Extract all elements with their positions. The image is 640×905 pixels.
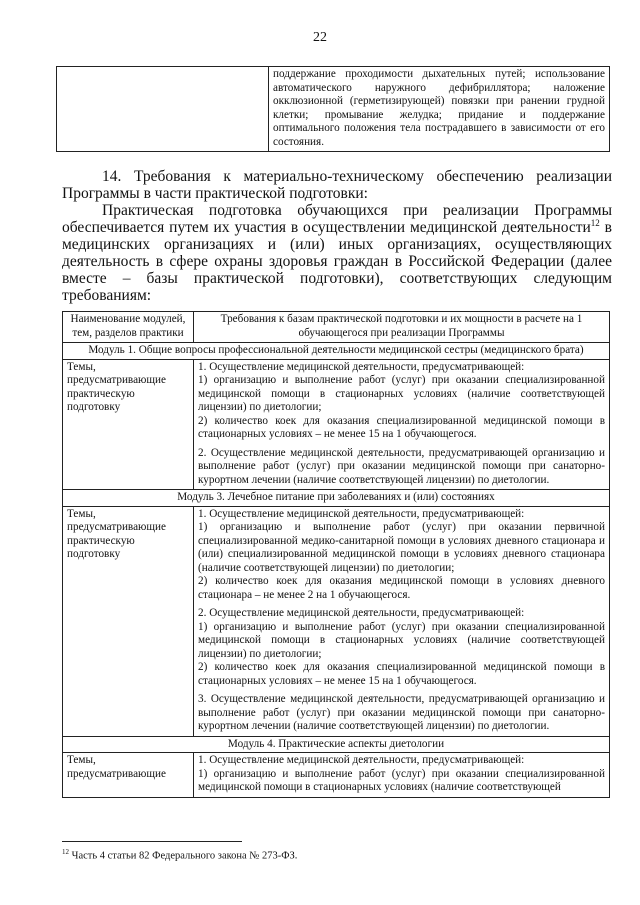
module-title: Модуль 1. Общие вопросы профессиональной деятельности медицинской сестры (медицинского брата)	[63, 343, 610, 360]
requirement-line: 1. Осуществление медицинской деятельности, предусматривающей:	[198, 754, 525, 766]
section-14	[62, 168, 612, 304]
footnote-text: Часть 4 статьи 82 Федерального закона № 273-ФЗ.	[69, 850, 298, 862]
paragraph-text: Практическая подготовка обучающихся при реализации Программы обеспечивается путем их участия в осуществлении медицинской деятельности	[62, 202, 612, 236]
module-row	[63, 736, 610, 753]
footnote-number: 12	[62, 848, 69, 856]
paragraph-text-cont: в медицинских организациях и (или) иных организациях, осуществляющих деятельность в сфере охраны здоровья граждан в Российской Федерации (далее вместе – базы практической подготовки), соответствующих следующим требованиям:	[62, 219, 612, 304]
footnote-divider	[62, 841, 242, 842]
col-header-requirements: Требования к базам практической подготовки и их мощности в расчете на 1 обучающегося при реализации Программы	[194, 312, 610, 343]
table-row	[57, 67, 610, 152]
requirement-line: 1) организацию и выполнение работ (услуг) при оказании специализированной медицинской помощи в стационарных условиях (наличие соответствующей лицензии) по диетологии;	[198, 620, 605, 660]
requirements-cell	[194, 359, 610, 490]
requirement-line: 1) организацию и выполнение работ (услуг) при оказании специализированной медицинской помощи в стационарных условиях (наличие соответствующей	[198, 767, 605, 793]
module-title: Модуль 4. Практические аспекты диетологии	[63, 736, 610, 753]
requirement-line: 1) организацию и выполнение работ (услуг) при оказании первичной специализированной медико-санитарной помощи в условиях дневного стационара и (или) специализированной медицинской помощи в условиях дневного стационара (наличие соответствующей лицензии) по диетологии;	[198, 521, 605, 574]
module-title: Модуль 3. Лечебное питание при заболеваниях и (или) состояниях	[63, 490, 610, 507]
table-header-row	[63, 312, 610, 343]
topic-cell: Темы, предусматривающие	[63, 753, 194, 798]
topic-cell: Темы, предусматривающие практическую подготовку	[63, 506, 194, 736]
col-header-modules: Наименование модулей, тем, разделов практики	[63, 312, 194, 343]
requirements-table	[62, 311, 610, 798]
module-row	[63, 490, 610, 507]
section-heading: 14. Требования к материально-техническому обеспечению реализации Программы в части практической подготовки:	[62, 168, 612, 202]
continuation-table	[56, 66, 610, 152]
requirements-cell	[194, 753, 610, 798]
requirement-line: 2. Осуществление медицинской деятельности, предусматривающей:	[198, 607, 525, 619]
requirements-cell	[194, 506, 610, 736]
table-row	[63, 753, 610, 798]
table-cell-empty	[57, 67, 269, 152]
requirement-line: 2) количество коек для оказания специализированной медицинской помощи в стационарных условиях – не менее 15 на 1 обучающегося.	[198, 661, 605, 687]
requirement-line: 1) организацию и выполнение работ (услуг) при оказании специализированной медицинской помощи в стационарных условиях (наличие соответствующей лицензии) по диетологии;	[198, 374, 605, 413]
table-row	[63, 359, 610, 490]
requirement-line: 1. Осуществление медицинской деятельности, предусматривающей:	[198, 507, 525, 520]
page-number: 22	[313, 30, 327, 45]
requirement-line: 2) количество коек для оказания медицинской помощи в условиях дневного стационара – не менее 2 на 1 обучающегося.	[198, 575, 605, 601]
section-paragraph	[62, 202, 612, 304]
requirement-line: 2. Осуществление медицинской деятельности, предусматривающей организацию и выполнение работ (услуг) при оказании медицинской помощи при санаторно-курортном лечении (наличие соответствующей лицензии) по диетологии.	[198, 446, 605, 486]
continuation-cell: поддержание проходимости дыхательных путей; использование автоматического наружного дефибриллятора; наложение окклюзионной (герметизирующей) повязки при ранении грудной клетки; промывание желудка; придание и поддержание оптимального положения тела пострадавшего в зависимости от его состояния.	[269, 67, 610, 152]
topic-cell: Темы, предусматривающие практическую подготовку	[63, 359, 194, 490]
module-row	[63, 343, 610, 360]
footnote-ref: 12	[590, 217, 600, 228]
table-row	[63, 506, 610, 736]
requirement-line: 1. Осуществление медицинской деятельности, предусматривающей:	[198, 360, 525, 373]
footnote	[62, 848, 297, 862]
requirement-line: 2) количество коек для оказания специализированной медицинской помощи в стационарных условиях – не менее 15 на 1 обучающегося.	[198, 414, 605, 440]
requirement-line: 3. Осуществление медицинской деятельности, предусматривающей организацию и выполнение работ (услуг) при оказании медицинской помощи при санаторно-курортном лечении (наличие соответствующей лицензии) по диетологии.	[198, 693, 605, 732]
